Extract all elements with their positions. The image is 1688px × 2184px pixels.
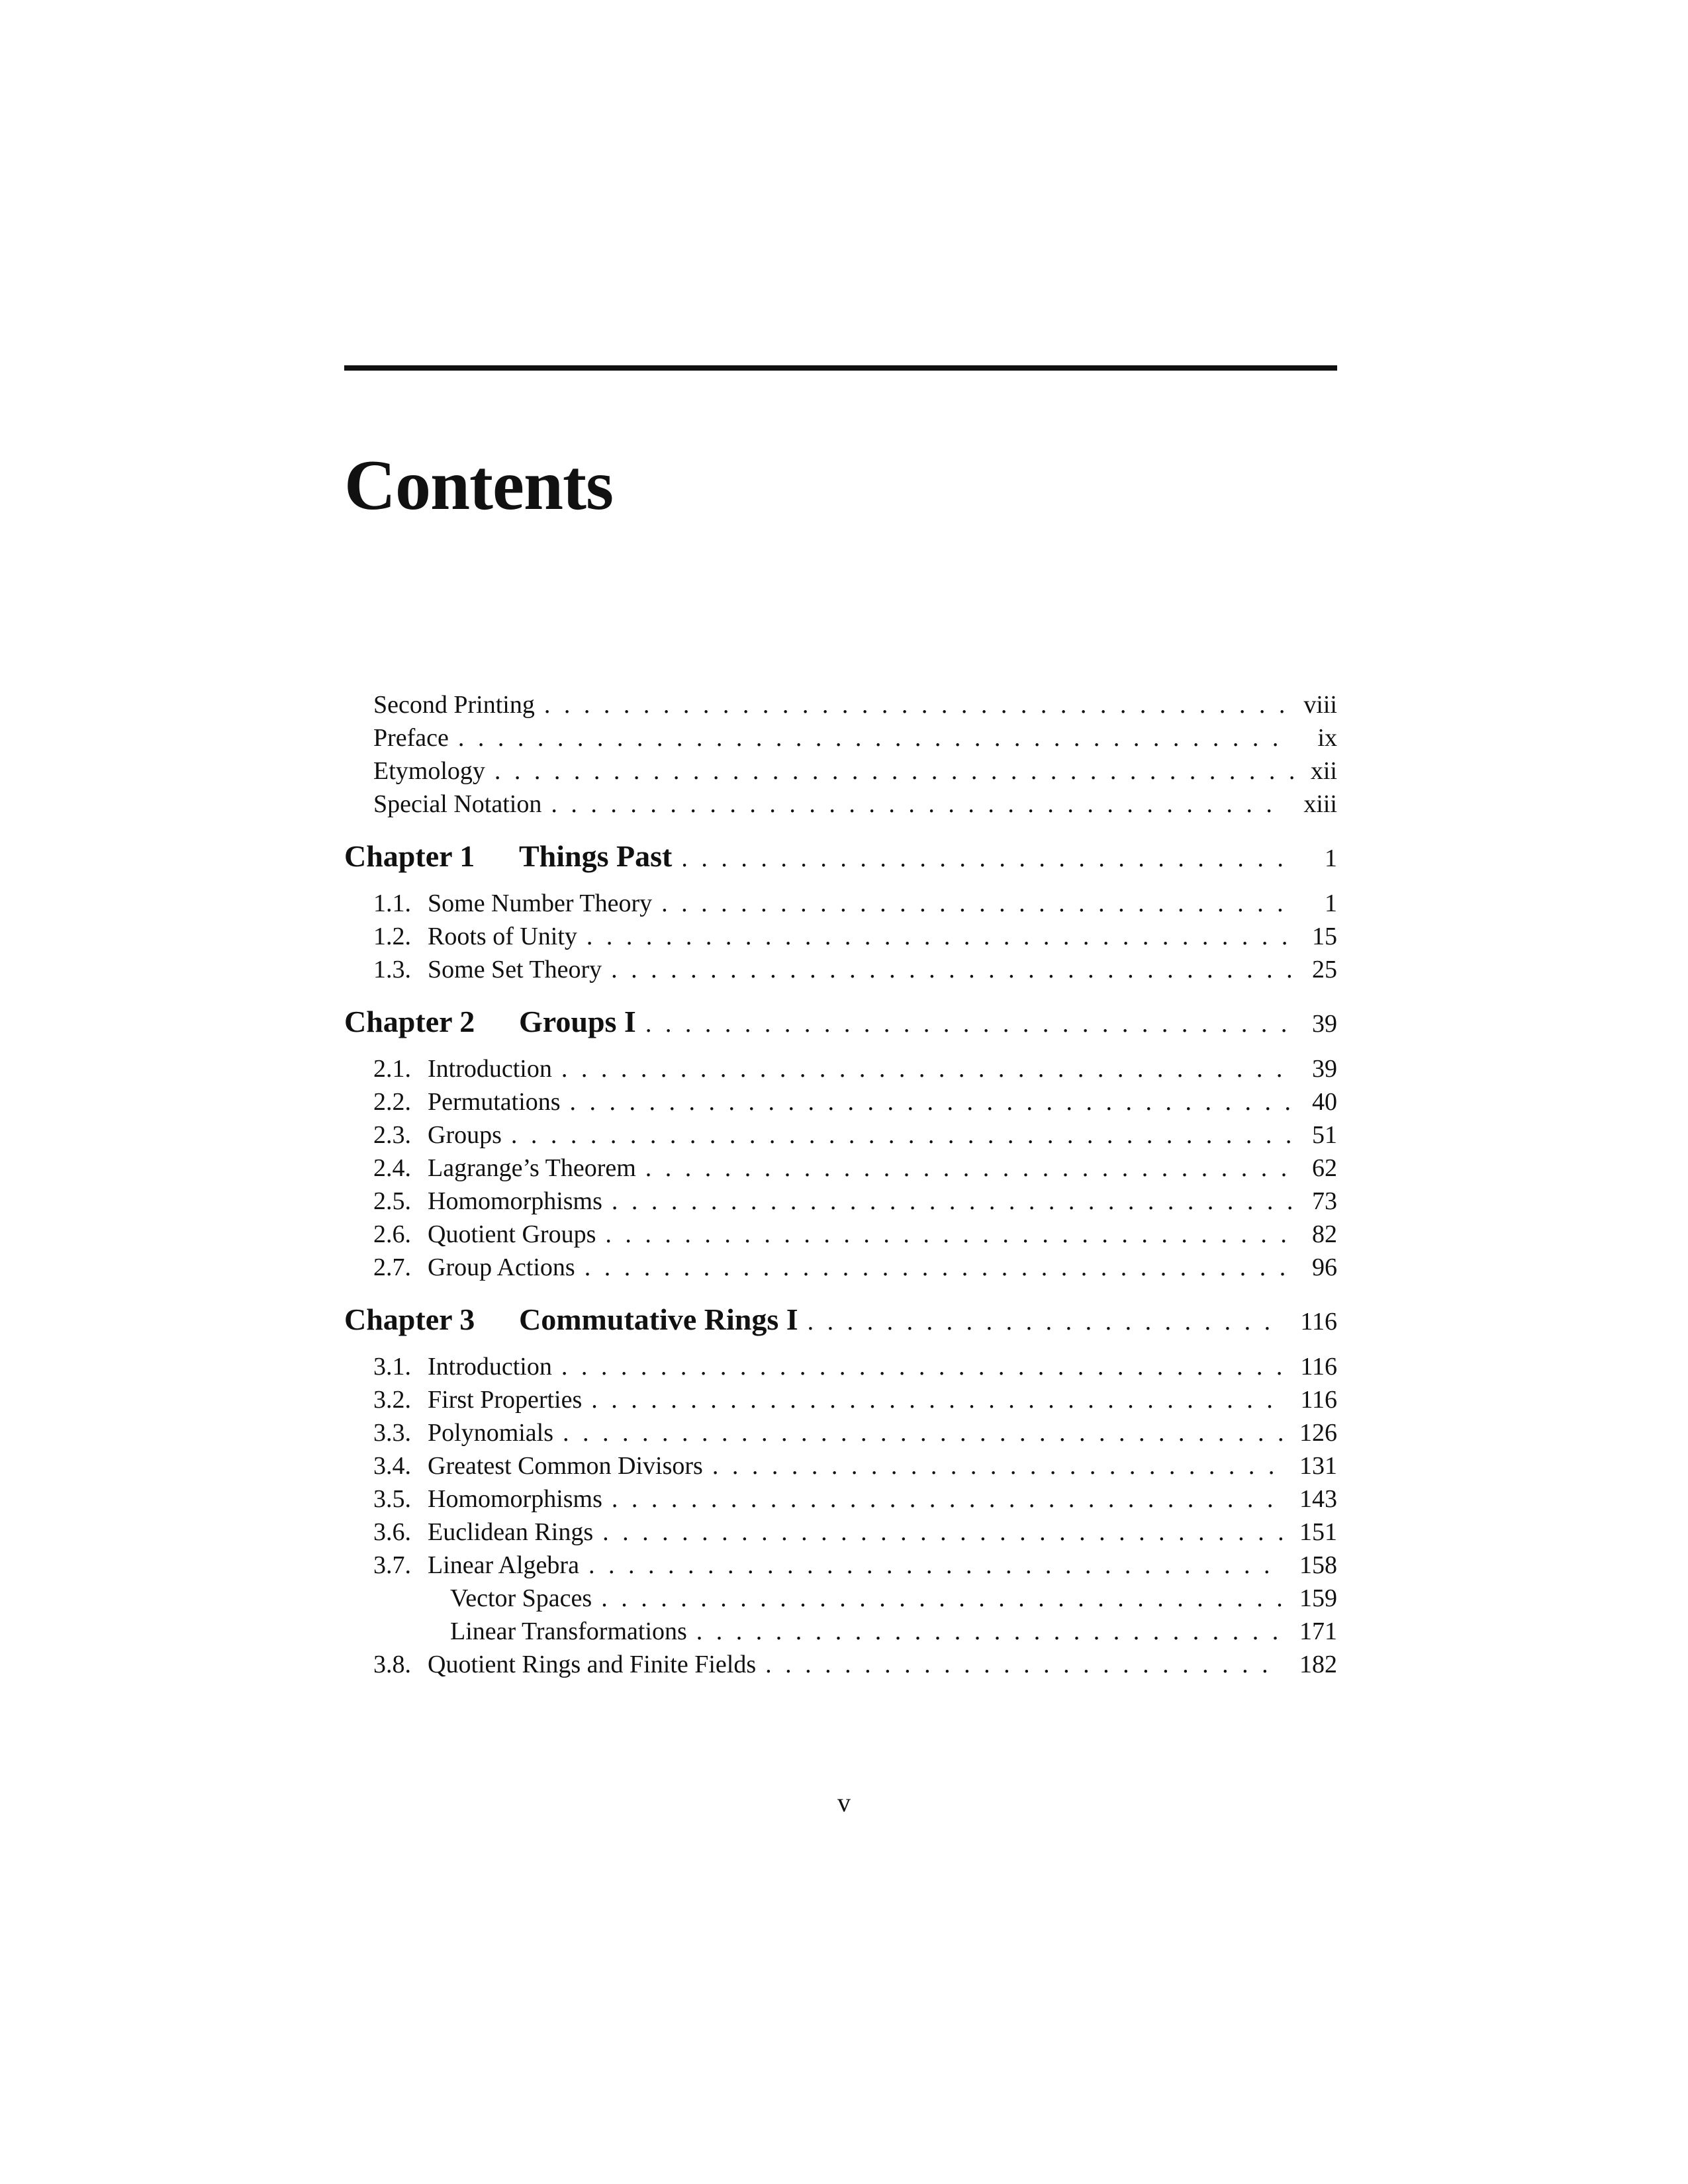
page-number: 39 [1312,1010,1337,1038]
page-number: 116 [1300,1386,1337,1414]
page-number: xii [1310,757,1337,785]
section-title: Linear Algebra [428,1551,579,1579]
section-number: 1.2. [373,923,411,950]
page-folio: v [837,1788,851,1817]
section-title: Quotient Rings and Finite Fields [428,1651,757,1678]
chapter-number: Chapter 1 [344,839,475,873]
page-number: 25 [1312,956,1337,983]
toc-section[interactable] [344,1549,1337,1582]
leader-dots [605,1218,1293,1251]
toc-section[interactable] [344,1383,1337,1416]
page-number: 62 [1312,1154,1337,1182]
header-rule [344,365,1337,371]
page-number: 73 [1312,1187,1337,1215]
section-number: 3.2. [373,1386,411,1414]
leader-dots [458,721,1293,754]
leader-dots [551,788,1286,821]
toc-section[interactable] [344,1416,1337,1449]
leader-dots [645,1152,1293,1185]
page-number: 116 [1300,1353,1337,1381]
section-number: 2.4. [373,1154,411,1182]
entry-title: Etymology [373,757,485,785]
toc-section[interactable] [344,1516,1337,1549]
section-number: 2.7. [373,1253,411,1281]
page-number: 116 [1300,1308,1337,1336]
chapter-title: Groups I [519,1005,636,1038]
subsection-title: Linear Transformations [450,1617,687,1645]
toc-entry-front[interactable] [344,788,1337,821]
leader-dots [612,1482,1282,1516]
toc-section[interactable] [344,887,1337,920]
page-number: xiii [1303,790,1337,818]
toc-subsection[interactable] [344,1582,1337,1615]
leader-dots [544,688,1286,721]
subsection-title: Vector Spaces [450,1584,592,1612]
section-title: First Properties [428,1386,583,1414]
toc-section[interactable] [344,1118,1337,1152]
toc-entry-front[interactable] [344,721,1337,754]
page-number: 1 [1325,844,1337,872]
table-of-contents [344,688,1337,1681]
leader-dots [588,1549,1282,1582]
leader-dots [661,887,1293,920]
page-number: ix [1317,724,1337,752]
leader-dots [561,1052,1293,1085]
section-number: 2.3. [373,1121,411,1149]
page-title: Contents [344,446,614,525]
toc-section[interactable] [344,1449,1337,1482]
section-number: 3.1. [373,1353,411,1381]
page-number: 158 [1299,1551,1337,1579]
section-title: Quotient Groups [428,1220,596,1248]
chapter-title: Things Past [519,839,673,873]
leader-dots [570,1085,1293,1118]
toc-section[interactable] [344,1052,1337,1085]
leader-dots [696,1615,1282,1648]
toc-chapter-3[interactable] [344,1300,1337,1340]
leader-dots [808,1302,1284,1342]
toc-section[interactable] [344,1152,1337,1185]
page-number: 182 [1299,1651,1337,1678]
section-number: 3.6. [373,1518,411,1546]
section-number: 3.7. [373,1551,411,1579]
section-title: Groups [428,1121,502,1149]
toc-chapter-1[interactable] [344,837,1337,876]
chapter-number: Chapter 2 [344,1005,475,1038]
section-title: Some Set Theory [428,956,602,983]
page-number: 40 [1312,1088,1337,1116]
page-number: 151 [1299,1518,1337,1546]
leader-dots [494,754,1293,788]
leader-dots [681,839,1293,878]
leader-dots [561,1350,1284,1383]
section-title: Greatest Common Divisors [428,1452,703,1480]
section-title: Roots of Unity [428,923,577,950]
section-title: Homomorphisms [428,1187,602,1215]
section-title: Homomorphisms [428,1485,602,1513]
page-number: 51 [1312,1121,1337,1149]
page-number: 96 [1312,1253,1337,1281]
section-number: 3.4. [373,1452,411,1480]
toc-section[interactable] [344,920,1337,953]
section-number: 2.1. [373,1055,411,1083]
chapter-title: Commutative Rings I [519,1302,798,1336]
leader-dots [611,953,1293,986]
toc-entry-front[interactable] [344,754,1337,788]
section-number: 3.3. [373,1419,411,1447]
toc-section[interactable] [344,1251,1337,1284]
leader-dots [601,1582,1282,1615]
page-number: 39 [1312,1055,1337,1083]
leader-dots [645,1004,1293,1044]
toc-chapter-2[interactable] [344,1002,1337,1042]
section-title: Euclidean Rings [428,1518,594,1546]
section-number: 3.8. [373,1651,411,1678]
entry-title: Second Printing [373,691,535,719]
toc-section[interactable] [344,1648,1337,1681]
toc-subsection[interactable] [344,1615,1337,1648]
section-title: Lagrange’s Theorem [428,1154,636,1182]
section-title: Group Actions [428,1253,575,1281]
section-number: 1.1. [373,889,411,917]
leader-dots [765,1648,1282,1681]
page-number: 131 [1299,1452,1337,1480]
toc-section[interactable] [344,1185,1337,1218]
section-title: Introduction [428,1353,552,1381]
leader-dots [511,1118,1293,1152]
entry-title: Preface [373,724,449,752]
toc-section[interactable] [344,1085,1337,1118]
entry-title: Special Notation [373,790,542,818]
chapter-number: Chapter 3 [344,1302,475,1336]
page-number: 159 [1299,1584,1337,1612]
leader-dots [586,920,1293,953]
page-number: viii [1303,691,1337,719]
page-number: 171 [1299,1617,1337,1645]
section-title: Introduction [428,1055,552,1083]
page-number: 15 [1312,923,1337,950]
toc-section[interactable] [344,1218,1337,1251]
section-number: 2.6. [373,1220,411,1248]
leader-dots [612,1185,1293,1218]
leader-dots [585,1251,1293,1284]
page-number: 143 [1299,1485,1337,1513]
section-title: Permutations [428,1088,561,1116]
leader-dots [591,1383,1283,1416]
page-number: 126 [1299,1419,1337,1447]
section-number: 2.2. [373,1088,411,1116]
leader-dots [712,1449,1282,1482]
section-number: 2.5. [373,1187,411,1215]
section-number: 1.3. [373,956,411,983]
toc-entry-front[interactable] [344,688,1337,721]
leader-dots [602,1516,1282,1549]
toc-section[interactable] [344,1482,1337,1516]
leader-dots [563,1416,1282,1449]
toc-section[interactable] [344,1350,1337,1383]
section-title: Polynomials [428,1419,554,1447]
toc-section[interactable] [344,953,1337,986]
page-number: 1 [1325,889,1337,917]
page-number: 82 [1312,1220,1337,1248]
section-number: 3.5. [373,1485,411,1513]
section-title: Some Number Theory [428,889,653,917]
